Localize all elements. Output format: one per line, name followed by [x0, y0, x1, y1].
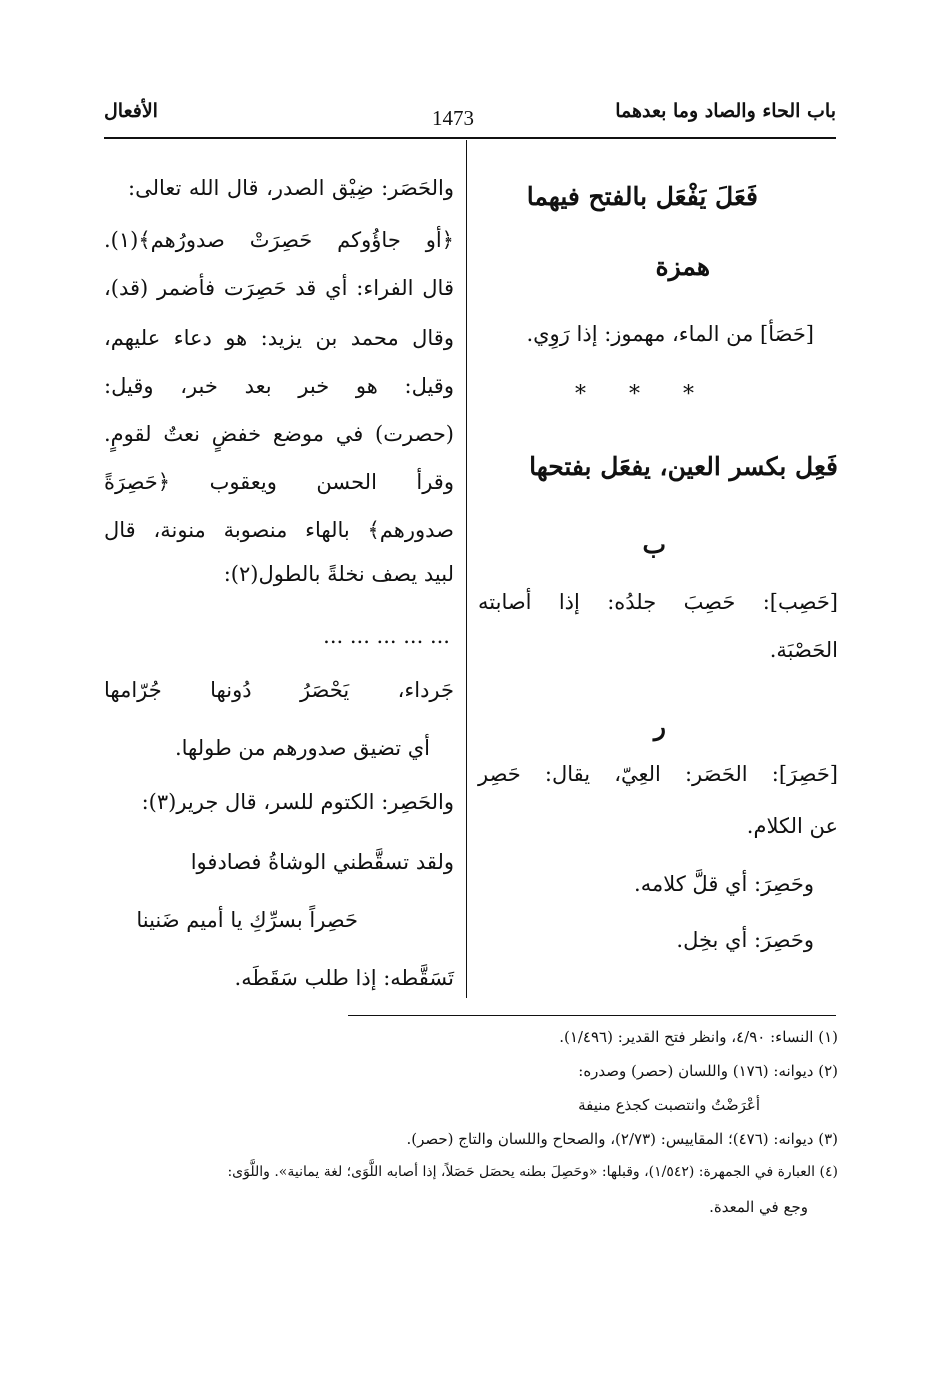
poetry-verse: حَصِراً بسرِّكِ يا أميم ضَنينا — [136, 908, 358, 932]
footnote-4-cont: وجع في المعدة. — [709, 1198, 808, 1216]
entry-hasib-cont: الحَصْبَة. — [769, 638, 838, 662]
footnote-2-verse: أعْرَضْتُ وانتصبت كجذع منيفة — [578, 1096, 760, 1114]
entry-hasib: [حَصِب]: حَصِبَ جلدُه: إذا أصابته — [478, 590, 838, 614]
letter-ra: ر — [653, 712, 666, 741]
footnote-1: (١) النساء: ٤/٩٠، وانظر فتح القدير: (١/٤٩٦). — [559, 1028, 838, 1046]
footnote-rule — [348, 1015, 836, 1016]
text-line: وقرأ الحسن ويعقوب ﴿حَصِرَةً — [104, 470, 454, 494]
page-number: 1473 — [432, 106, 474, 130]
heading-fa3ila: فَعِل بكسر العين، يفعَل بفتحها — [529, 452, 838, 481]
column-divider — [466, 140, 467, 998]
footnote-2: (٢) ديوانه: (١٧٦) واللسان (حصر) وصدره: — [578, 1062, 838, 1080]
entry-hasira-meaning1: وحَصِرَ: أي قلَّ كلامه. — [634, 872, 814, 896]
footnote-3: (٣) ديوانه: (٤٧٦)؛ المقاييس: (٢/٧٣)، والصحاح واللسان والتاج (حصر). — [406, 1130, 838, 1148]
heading-hamza: همزة — [655, 252, 710, 281]
text-line: قال الفراء: أي قد حَصِرَت فأضمر (قد)، — [104, 276, 454, 300]
entry-hasira: [حَصِرَ]: الحَصَر: العِيّ، يقال: حَصِر — [478, 762, 838, 786]
text-line: (حصرت) في موضع خفضٍ نعتٌ لقومٍ. — [104, 422, 454, 446]
text-line: تَسَقَّطه: إذا طلب سَقَطَه. — [234, 966, 454, 990]
text-line: وقيل: هو خبر بعد خبر، وقيل: — [104, 374, 454, 398]
heading-fa3ala-yaf3al: فَعَلَ يَفْعَل بالفتح فيهما — [526, 182, 758, 211]
header-section-title: الأفعال — [104, 100, 158, 122]
text-line: أي تضيق صدورهم من طولها. — [174, 736, 430, 760]
entry-hasa: [حَصَأ] من الماء، مهموز: إذا رَوِي. — [526, 322, 814, 346]
text-line: والحَصِر: الكتوم للسر، قال جرير(٣): — [141, 790, 454, 814]
entry-hasira-cont: عن الكلام. — [746, 814, 838, 838]
text-line: والحَصَر: ضِيْق الصدر، قال الله تعالى: — [128, 176, 454, 200]
header-rule — [104, 137, 836, 139]
entry-hasira-meaning2: وحَصِرَ: أي بخِل. — [676, 928, 814, 952]
poetry-verse: جَرداء، يَحْصَرُ دُونها جُرّامها — [104, 678, 454, 702]
header-chapter-title: باب الحاء والصاد وما بعدهما — [615, 100, 836, 122]
text-line: صدورهم﴾ بالهاء منصوبة منونة، قال — [104, 518, 454, 542]
footnote-4: (٤) العبارة في الجمهرة: (١/٥٤٢)، وقبلها: «وحَصِلَ بطنه يحصَل حَصَلاً، إذا أصابه اللَّوَى؛ لغة يمانية». واللَّوَى: — [227, 1164, 838, 1180]
verse-ellipsis: ... ... ... ... ... — [323, 624, 450, 648]
quran-quote: ﴿أو جاؤُوكم حَصِرَتْ صدورُهم﴾(١). — [104, 228, 454, 252]
text-line: وقال محمد بن يزيد: هو دعاء عليهم، — [104, 326, 454, 350]
text-line: لبيد يصف نخلةً بالطول(٢): — [223, 562, 454, 586]
letter-ba: ب — [642, 530, 666, 559]
poetry-verse: ولقد تسقَّطني الوشاةُ فصادفوا — [190, 850, 454, 874]
separator-stars: * * * — [575, 382, 712, 407]
